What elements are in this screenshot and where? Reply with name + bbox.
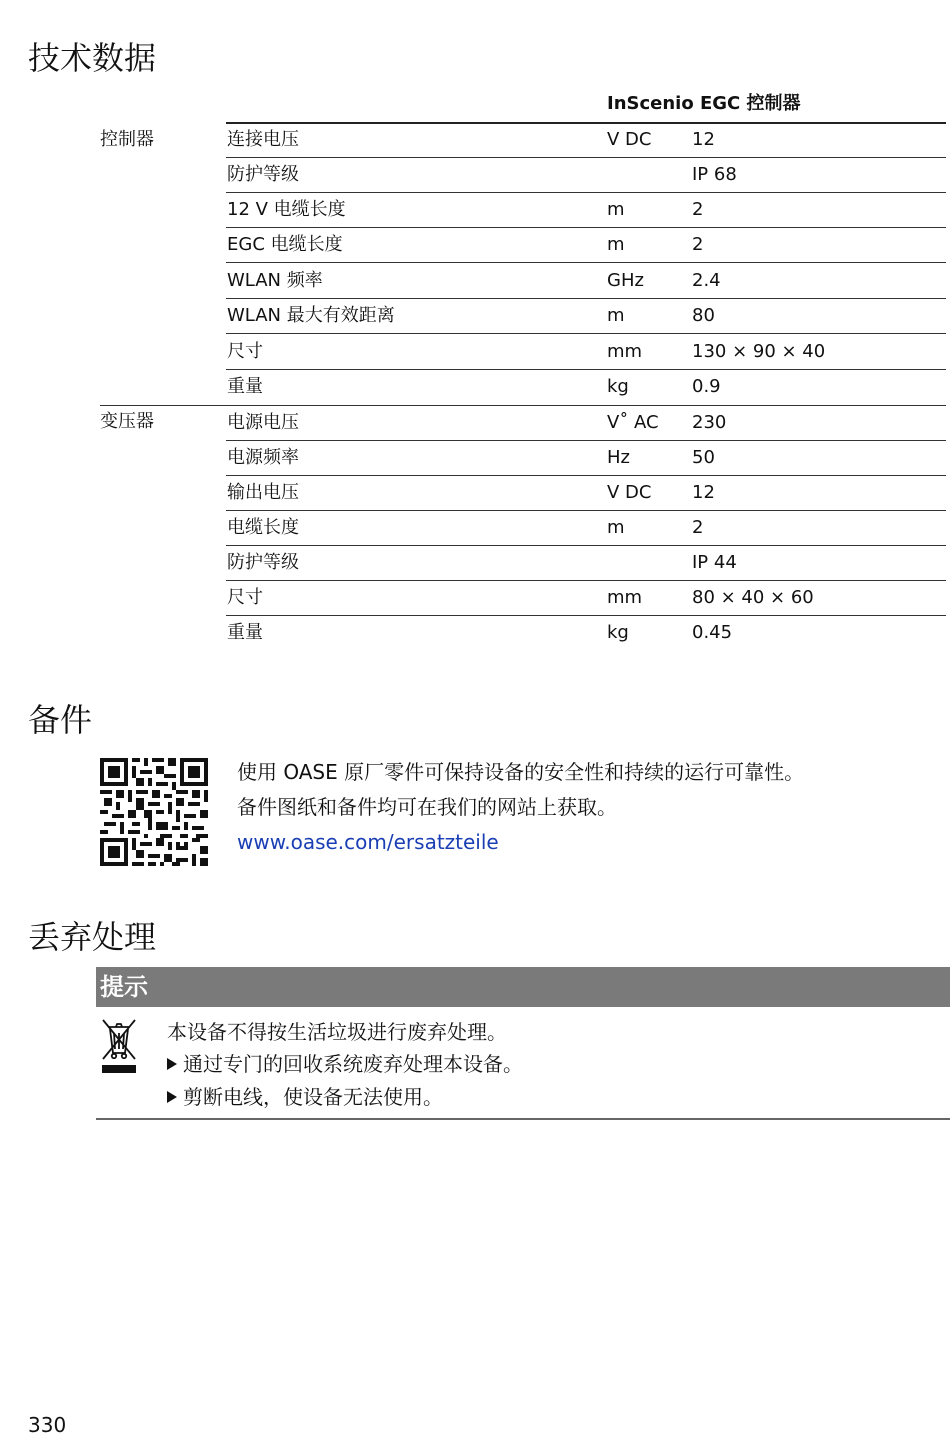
row-param: WLAN 最大有效距离 (227, 305, 395, 326)
table-row (226, 158, 946, 193)
row-param: 尺寸 (227, 341, 263, 362)
row-param: EGC 电缆长度 (227, 234, 343, 255)
row-unit: V˚ AC (607, 412, 659, 433)
table-row (226, 441, 946, 476)
table-row (226, 335, 946, 370)
row-value: 50 (692, 447, 715, 468)
row-param: 防护等级 (227, 552, 299, 573)
row-param: 电缆长度 (227, 517, 299, 538)
row-unit: mm (607, 341, 643, 362)
table-row (226, 193, 946, 228)
row-param: 12 V 电缆长度 (227, 199, 346, 220)
row-param: 电源频率 (227, 447, 299, 468)
row-value: 130 × 90 × 40 (692, 341, 826, 362)
table-row (226, 511, 946, 546)
row-value: 80 × 40 × 60 (692, 587, 814, 608)
row-param: 防护等级 (227, 164, 299, 185)
row-value: 2 (692, 199, 704, 220)
row-unit: kg (607, 376, 629, 397)
note-label: 提示 (100, 973, 148, 1001)
row-unit: m (607, 234, 625, 255)
row-unit: m (607, 305, 625, 326)
row-value: 2 (692, 517, 704, 538)
note-text: 本设备不得按生活垃圾进行废弃处理。 (167, 1020, 507, 1044)
table-row (226, 616, 946, 651)
triangle-bullet-icon (167, 1058, 177, 1070)
spares-availability: 备件图纸和备件均可在我们的网站上获取。 (237, 795, 617, 819)
row-param: 重量 (227, 376, 263, 397)
row-value: 0.45 (692, 622, 733, 643)
triangle-bullet-icon (167, 1091, 177, 1103)
section-title-spare-parts: 备件 (28, 701, 93, 739)
row-value: 80 (692, 305, 715, 326)
row-param: 尺寸 (227, 587, 263, 608)
row-unit: Hz (607, 447, 630, 468)
row-unit: GHz (607, 270, 644, 291)
section-title-disposal: 丢弃处理 (28, 918, 157, 956)
row-unit: m (607, 517, 625, 538)
row-value: 2 (692, 234, 704, 255)
row-unit: kg (607, 622, 629, 643)
table-row (226, 581, 946, 616)
table-row (226, 370, 946, 405)
row-param: WLAN 频率 (227, 270, 323, 291)
row-value: 12 (692, 482, 715, 503)
row-value: 0.9 (692, 376, 721, 397)
row-value: IP 68 (692, 164, 737, 185)
row-value: 230 (692, 412, 727, 433)
crossed-out-bin-icon (99, 1017, 139, 1075)
note-bullet-item (167, 1083, 443, 1111)
row-param: 输出电压 (227, 482, 299, 503)
table-row (226, 123, 946, 158)
table-row (226, 264, 946, 299)
group-label-controller: 控制器 (100, 129, 154, 150)
note-bullet-item (167, 1050, 523, 1078)
table-row (226, 228, 946, 263)
table-row (226, 299, 946, 334)
row-unit: V DC (607, 129, 652, 150)
row-unit: m (607, 199, 625, 220)
row-unit: V DC (607, 482, 652, 503)
spares-description: 使用 OASE 原厂零件可保持设备的安全性和持续的运行可靠性。 (237, 760, 805, 784)
row-value: IP 44 (692, 552, 737, 573)
row-value: 2.4 (692, 270, 721, 291)
note-bullet-text: 通过专门的回收系统废弃处理本设备。 (183, 1052, 523, 1076)
row-param: 电源电压 (227, 412, 299, 433)
page-number: 330 (28, 1413, 67, 1437)
row-param: 重量 (227, 622, 263, 643)
row-value: 12 (692, 129, 715, 150)
qr-code-icon (100, 758, 208, 866)
note-bullet-text: 剪断电线，使设备无法使用。 (183, 1085, 443, 1109)
row-unit: mm (607, 587, 643, 608)
table-row (226, 406, 946, 441)
note-bottom-rule (96, 1118, 950, 1120)
table-product-header: InScenio EGC 控制器 (607, 93, 801, 114)
table-row (226, 476, 946, 511)
note-header-bar (96, 967, 950, 1007)
table-row (226, 546, 946, 581)
row-param: 连接电压 (227, 129, 299, 150)
group-label-transformer: 变压器 (100, 411, 154, 432)
section-title-tech-data: 技术数据 (28, 39, 157, 77)
spare-parts-link[interactable]: www.oase.com/ersatzteile (237, 830, 499, 854)
